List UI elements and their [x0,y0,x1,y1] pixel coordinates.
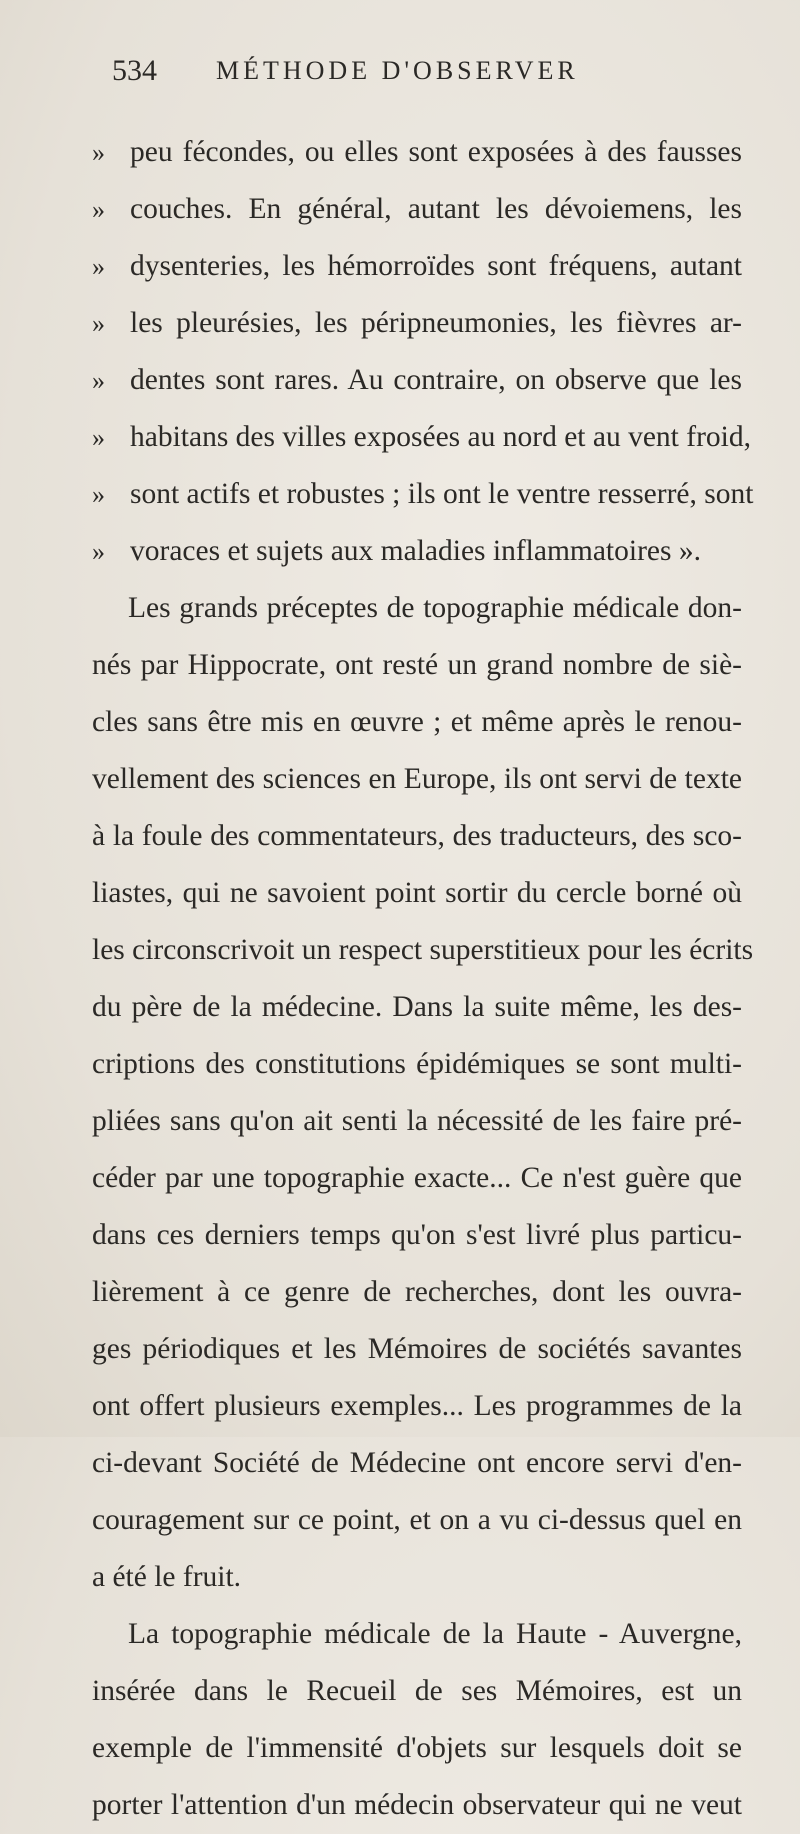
page-header [112,54,732,104]
quoted-line: » les pleurésies, les péripneumonies, les fièvres ar- [92,295,742,352]
text-line: La topographie médicale de la Haute - Auvergne, [128,1618,742,1650]
quoted-line: » voraces et sujets aux maladies inflammatoires ». [92,523,742,580]
text-line: a été le fruit. [92,1561,242,1593]
text-line: couragement sur ce point, et on a vu ci-dessus quel en [92,1504,742,1536]
quote-mark: » [92,366,105,395]
page-number: 534 [112,54,157,87]
quote-mark: » [92,537,105,566]
quoted-line: » sont actifs et robustes ; ils ont le ventre resserré, sont [92,466,742,523]
text-line: ci-devant Société de Médecine ont encore servi d'en- [92,1447,742,1479]
body-text [92,124,754,1834]
text-line: dans ces derniers temps qu'on s'est livré plus particu- [92,1219,742,1251]
running-title: MÉTHODE D'OBSERVER [216,56,579,85]
text-line: ges périodiques et les Mémoires de sociétés savantes [92,1333,742,1365]
paragraph-hippocrate [92,580,754,1606]
text-line: céder par une topographie exacte... Ce n'est guère que [92,1162,742,1194]
quote-mark: » [92,423,105,452]
quote-mark: » [92,309,105,338]
text-line: à la foule des commentateurs, des traducteurs, des sco- [92,820,742,852]
quoted-line: » peu fécondes, ou elles sont exposées à des fausses [92,124,742,181]
text-line: porter l'attention d'un médecin observateur qui ne veut [92,1789,742,1821]
quoted-line: » dysenteries, les hémorroïdes sont fréquens, autant [92,238,742,295]
text-line: les circonscrivoit un respect superstitieux pour les écrits [92,934,754,966]
text-line: lièrement à ce genre de recherches, dont les ouvra- [92,1276,742,1308]
text-line: criptions des constitutions épidémiques se sont multi- [92,1048,742,1080]
quote-mark: » [92,195,105,224]
text-line: du père de la médecine. Dans la suite même, les des- [92,991,742,1023]
quote-mark: » [92,480,105,509]
text-line: Les grands préceptes de topographie médicale don- [128,592,742,624]
text-line: cles sans être mis en œuvre ; et même après le renou- [92,706,742,738]
text-line: ont offert plusieurs exemples... Les programmes de la [92,1390,742,1422]
quote-mark: » [92,252,105,281]
text-line: liastes, qui ne savoient point sortir du cercle borné où [92,877,742,909]
quoted-line: » habitans des villes exposées au nord et au vent froid, [92,409,742,466]
quotation-block [92,124,754,580]
text-line: insérée dans le Recueil de ses Mémoires, est un [92,1675,742,1707]
quoted-line: » couches. En général, autant les dévoiemens, les [92,181,742,238]
text-line: vellement des sciences en Europe, ils ont servi de texte [92,763,742,795]
text-line: nés par Hippocrate, ont resté un grand nombre de siè- [92,649,742,681]
quoted-line: » dentes sont rares. Au contraire, on observe que les [92,352,742,409]
text-line: pliées sans qu'on ait senti la nécessité de les faire pré- [92,1105,742,1137]
text-line: exemple de l'immensité d'objets sur lesquels doit se [92,1732,742,1764]
quote-mark: » [92,138,105,167]
paragraph-haute-auvergne [92,1606,742,1834]
